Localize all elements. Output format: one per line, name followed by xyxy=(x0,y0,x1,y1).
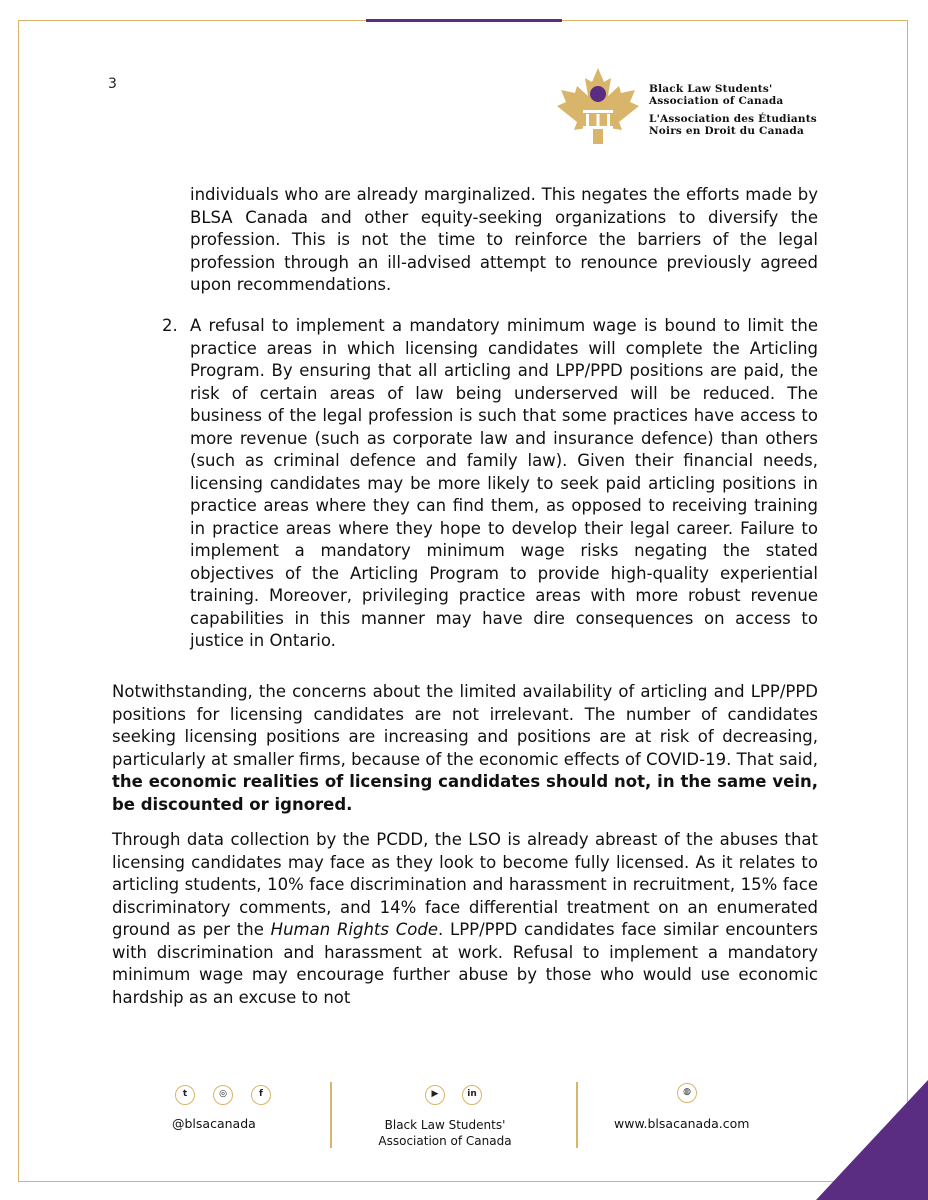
corner-triangle xyxy=(816,1080,928,1200)
footer-divider-left xyxy=(330,1082,332,1148)
org-name-en-1: Black Law Students' xyxy=(649,83,773,95)
list-item-number: 2. xyxy=(162,316,178,335)
top-accent-bar xyxy=(366,19,562,22)
continued-paragraph: individuals who are already marginalized. This negates the efforts made by BLSA Canada and other equity-seeking organizations to diversify the profession. This is not the time to reinforce the barriers of the legal profession through an ill-advised attempt to renounce previously agreed upon recommendations. xyxy=(190,185,818,294)
para3-text: Notwithstanding, the concerns about the limited availability of articling and LPP/PPD positions for licensing candidates are not irrelevant. The number of candidates seeking licensing positions are increasing and positions are at risk of decreasing, particularly at smaller firms, because of the economic effects of COVID-19. That said, xyxy=(112,682,818,769)
organization-name xyxy=(649,83,817,137)
org-name-fr-2: Noirs en Droit du Canada xyxy=(649,125,804,137)
instagram-icon[interactable]: ◎ xyxy=(213,1085,233,1105)
paragraph-notwithstanding xyxy=(112,681,818,816)
footer-org-line2: Association of Canada xyxy=(378,1134,512,1148)
twitter-icon[interactable]: t xyxy=(175,1085,195,1105)
paragraph-data-collection xyxy=(112,829,818,1009)
para4-text-a: Through data collection by the PCDD, the LSO is already abreast of the abuses that licensing candidates may face as they look to become fully licensed. As it relates to articling students, 10% face discrimination and harassment in recruitment, 15% face discriminatory comments, and 14% face differential treatment on an enumerated ground as per the xyxy=(112,830,818,939)
facebook-icon[interactable]: f xyxy=(251,1085,271,1105)
youtube-icon[interactable]: ▶ xyxy=(425,1085,445,1105)
footer-org-name xyxy=(370,1117,520,1149)
page-number: 3 xyxy=(108,76,117,92)
org-name-en-2: Association of Canada xyxy=(649,95,784,107)
maple-leaf-logo xyxy=(553,66,643,146)
footer-divider-right xyxy=(576,1082,578,1148)
footer-website[interactable]: www.blsacanada.com xyxy=(614,1116,750,1131)
globe-icon[interactable]: ◍ xyxy=(677,1083,697,1103)
para4-text-b: . LPP/PPD candidates face similar encounters with discrimination and harassment at work. Refusal to implement a mandatory minimum wage may encourage further abuse by those who would use economic hardship as an excuse to not xyxy=(112,920,819,1007)
footer-org-line1: Black Law Students' xyxy=(384,1118,506,1132)
list-item-2-text: A refusal to implement a mandatory minimum wage is bound to limit the practice areas in which licensing candidates will complete the Articling Program. By ensuring that all articling and LPP/PPD positions are paid, the risk of certain areas of law being underserved will be reduced. The business of the legal profession is such that some practices have access to more revenue (such as corporate law and insurance defence) than others (such as criminal defence and family law). Given their financial needs, licensing candidates may be more likely to seek paid articling positions in practice areas where they can find them, as opposed to receiving training in practice areas where they hope to develop their legal career. Failure to implement a mandatory minimum wage risks negating the stated objectives of the Articling Program to provide high-quality experiential training. Moreover, privileging practice areas with more robust revenue capabilities in this manner may have dire consequences on access to justice in Ontario. xyxy=(190,316,818,650)
para4-italic: Human Rights Code xyxy=(270,920,439,939)
org-name-fr-1: L'Association des Étudiants xyxy=(649,113,817,125)
linkedin-icon[interactable]: in xyxy=(462,1085,482,1105)
footer-handle[interactable]: @blsacanada xyxy=(172,1116,256,1131)
para3-bold: the economic realities of licensing candidates should not, in the same vein, be discounted or ignored. xyxy=(112,772,818,814)
